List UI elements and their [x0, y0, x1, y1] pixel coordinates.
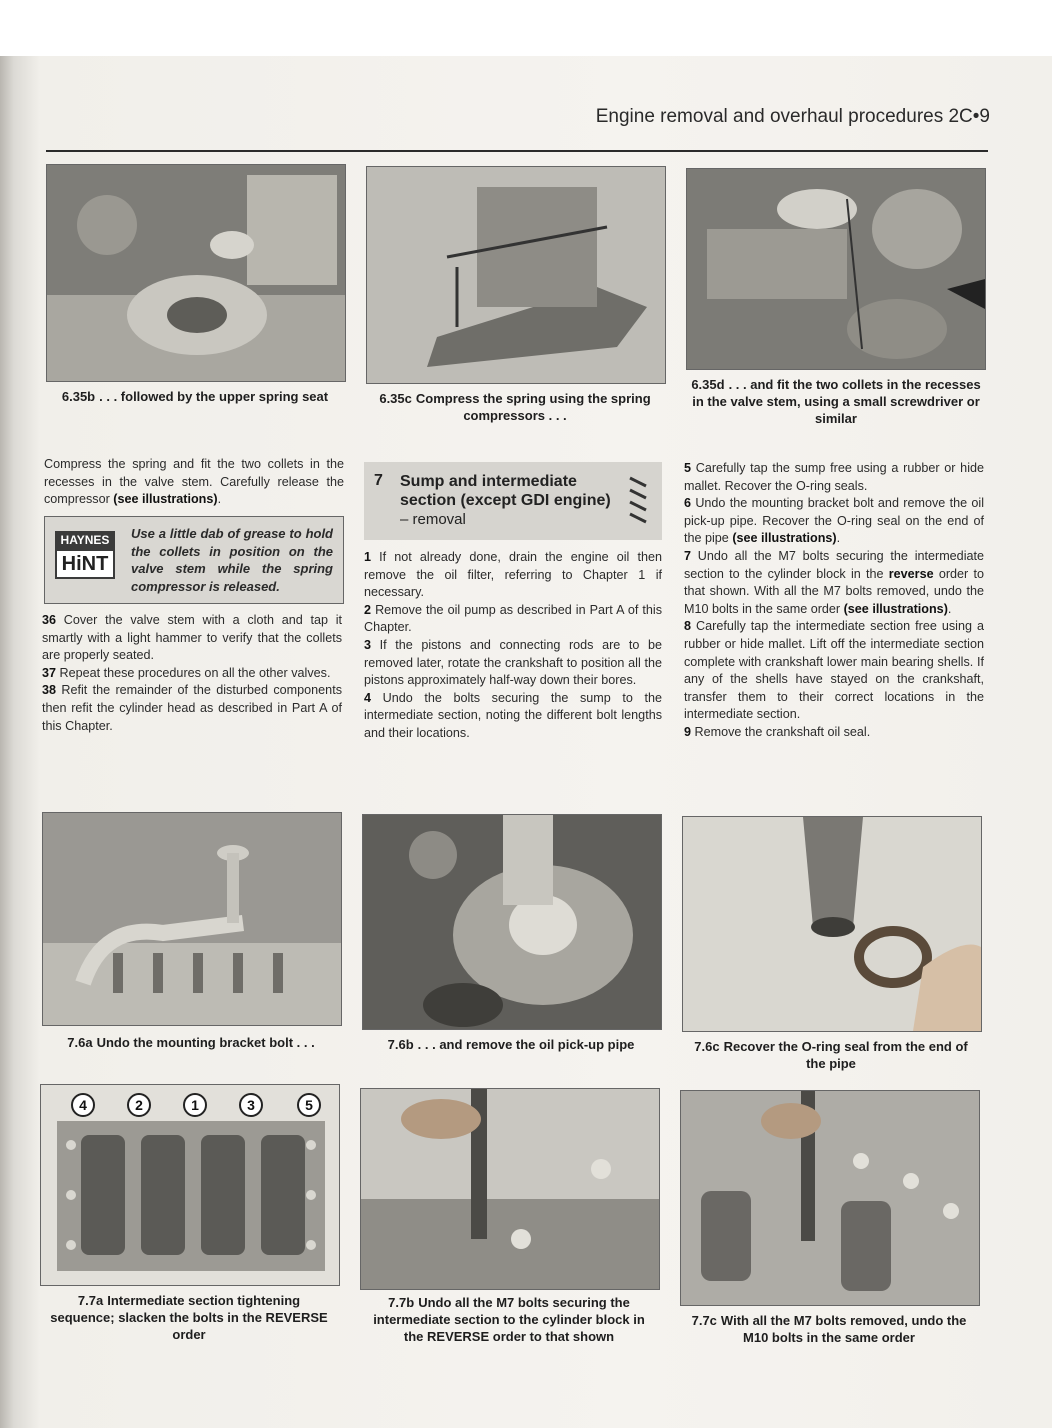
step-4: [364, 690, 662, 743]
col2-steps: [364, 549, 662, 743]
caption-number: 6.35d: [691, 377, 725, 392]
photo-7-7c: [680, 1090, 980, 1306]
hint-logo-bottom: HiNT: [55, 549, 115, 579]
step-text: If not already done, drain the engine oil then remove the oil filter, referring to Chapter 1 if necessary.: [364, 550, 662, 600]
caption-text: Undo all the M7 bolts securing the intermediate section to the cylinder block in the REVERSE order to that shown: [373, 1295, 645, 1344]
step-36: [42, 612, 342, 665]
haynes-hint-logo: [55, 531, 115, 579]
step-number: 8: [684, 619, 692, 634]
step-end: .: [836, 531, 841, 546]
step-text-cont: order to that shown. With all the M7 bolts removed, undo the M10 bolts in the same order: [684, 566, 984, 616]
caption-text: . . . followed by the upper spring seat: [99, 389, 329, 404]
caption-text: Compress the spring using the spring compressors . . .: [415, 391, 651, 423]
step-emphasis: reverse: [888, 566, 934, 581]
sequence-number: 3: [247, 1097, 255, 1113]
step-6: [684, 495, 984, 548]
sequence-number: 4: [79, 1097, 87, 1113]
step-5: [684, 460, 984, 495]
hint-logo-top: HAYNES: [55, 531, 115, 549]
photo-6-35c: [366, 166, 666, 384]
haynes-hint-box: [44, 516, 344, 604]
col1-intro: [44, 456, 344, 509]
caption-text: With all the M7 bolts removed, undo the M10 bolts in the same order: [720, 1313, 967, 1345]
section-7-heading: [364, 462, 662, 540]
step-9: [684, 724, 984, 742]
sequence-number: 1: [191, 1097, 199, 1113]
step-text: If the pistons and connecting rods are to be removed later, rotate the crankshaft to position all the pistons approximately half-way down their bores.: [364, 637, 662, 688]
caption-7-7a: [44, 1292, 334, 1343]
step-ref: (see illustrations): [732, 531, 837, 546]
caption-7-7b: [364, 1294, 654, 1345]
step-7: [684, 548, 984, 618]
top-margin: [0, 0, 1052, 56]
caption-number: 7.6b: [387, 1037, 414, 1052]
sequence-number: 5: [305, 1097, 313, 1113]
step-text: Undo the bolts securing the sump to the intermediate section, noting the different bolt lengths and their locations.: [364, 690, 662, 740]
sequence-number: 2: [135, 1097, 143, 1113]
caption-number: 7.6a: [67, 1035, 93, 1050]
photo-7-7a: [40, 1084, 340, 1286]
col1-steps: [42, 612, 342, 735]
caption-7-6a: [44, 1034, 338, 1051]
intro-text: Compress the spring and fit the two collets in the recesses in the valve stem. Carefully release the compressor: [44, 457, 344, 507]
step-number: 9: [684, 724, 692, 739]
step-number: 7: [684, 548, 692, 563]
section-title: Sump and intermediate section (except GDI engine): [400, 473, 611, 509]
caption-7-7c: [684, 1312, 974, 1346]
caption-text: . . . and remove the oil pick-up pipe: [417, 1037, 635, 1052]
caption-text: Recover the O-ring seal from the end of the pipe: [723, 1039, 968, 1071]
step-number: 38: [42, 683, 57, 698]
intro-end: .: [217, 492, 222, 507]
section-subtitle: – removal: [400, 511, 466, 528]
caption-text: Undo the mounting bracket bolt . . .: [96, 1035, 315, 1050]
step-38: [42, 682, 342, 735]
step-text: Undo the mounting bracket bolt and remove the oil pick-up pipe. Recover the O-ring seal on the end of the pipe: [684, 496, 984, 546]
photo-6-35b: [46, 164, 346, 382]
caption-number: 6.35c: [379, 391, 412, 406]
step-text: Repeat these procedures on all the other valves.: [56, 665, 331, 680]
difficulty-spanner-icon: [622, 474, 654, 530]
step-text: Refit the remainder of the disturbed components then refit the cylinder head as described in Part A of this Chapter.: [42, 683, 342, 733]
caption-6-35d: [690, 376, 982, 427]
step-number: 4: [364, 690, 372, 705]
photo-7-6c: [682, 816, 982, 1032]
section-number: 7: [374, 472, 383, 489]
caption-7-6b: [364, 1036, 658, 1053]
caption-number: 7.7a: [77, 1293, 104, 1308]
caption-text: Intermediate section tightening sequence; slacken the bolts in the REVERSE order: [50, 1293, 328, 1342]
step-number: 3: [364, 637, 372, 652]
step-number: 2: [364, 602, 372, 617]
photo-7-6a: [42, 812, 342, 1026]
step-text: Remove the oil pump as described in Part A of this Chapter.: [364, 602, 662, 635]
step-text: Carefully tap the intermediate section free using a rubber or hide mallet. Lift off the intermediate section complete with crankshaft lower main bearing shells. If any of the shells have stayed on the crankshaft, transfer them to their correct locations in the intermediate section.: [684, 619, 984, 722]
caption-number: 6.35b: [61, 389, 96, 404]
step-number: 1: [364, 550, 372, 564]
step-2: [364, 602, 662, 637]
col3-steps: [684, 460, 984, 742]
caption-6-35b: [56, 388, 334, 405]
step-text: Undo all the M7 bolts securing the intermediate section to the cylinder block in the: [684, 548, 984, 581]
caption-7-6c: [684, 1038, 978, 1072]
hint-text: Use a little dab of grease to hold the collets in position on the valve stem while the spring compressor is released.: [131, 526, 333, 594]
step-number: 5: [684, 461, 692, 475]
step-text: Cover the valve stem with a cloth and tap it smartly with a light hammer to verify that the collets are properly seated.: [42, 613, 342, 663]
step-end: .: [947, 601, 952, 616]
step-ref: (see illustrations): [843, 601, 948, 616]
intro-ref: (see illustrations): [113, 492, 218, 507]
photo-7-6b: [362, 814, 662, 1030]
step-37: [42, 665, 342, 683]
step-8: [684, 618, 984, 724]
header-rule: [46, 150, 988, 152]
caption-text: . . . and fit the two collets in the recesses in the valve stem, using a small screwdriver or similar: [692, 377, 981, 426]
caption-number: 7.7c: [691, 1313, 717, 1328]
photo-7-7b: [360, 1088, 660, 1290]
step-text: Carefully tap the sump free using a rubber or hide mallet. Recover the O-ring seals.: [684, 461, 984, 493]
caption-number: 7.7b: [388, 1295, 415, 1310]
step-number: 36: [42, 613, 57, 627]
photo-6-35d: [686, 168, 986, 370]
step-number: 6: [684, 496, 692, 511]
page-header-title: Engine removal and overhaul procedures 2C•9: [595, 106, 990, 127]
step-3: [364, 637, 662, 690]
caption-number: 7.6c: [694, 1039, 720, 1054]
step-text: Remove the crankshaft oil seal.: [691, 724, 871, 739]
step-1: [364, 549, 662, 602]
step-number: 37: [42, 665, 57, 680]
caption-6-35c: [376, 390, 654, 424]
